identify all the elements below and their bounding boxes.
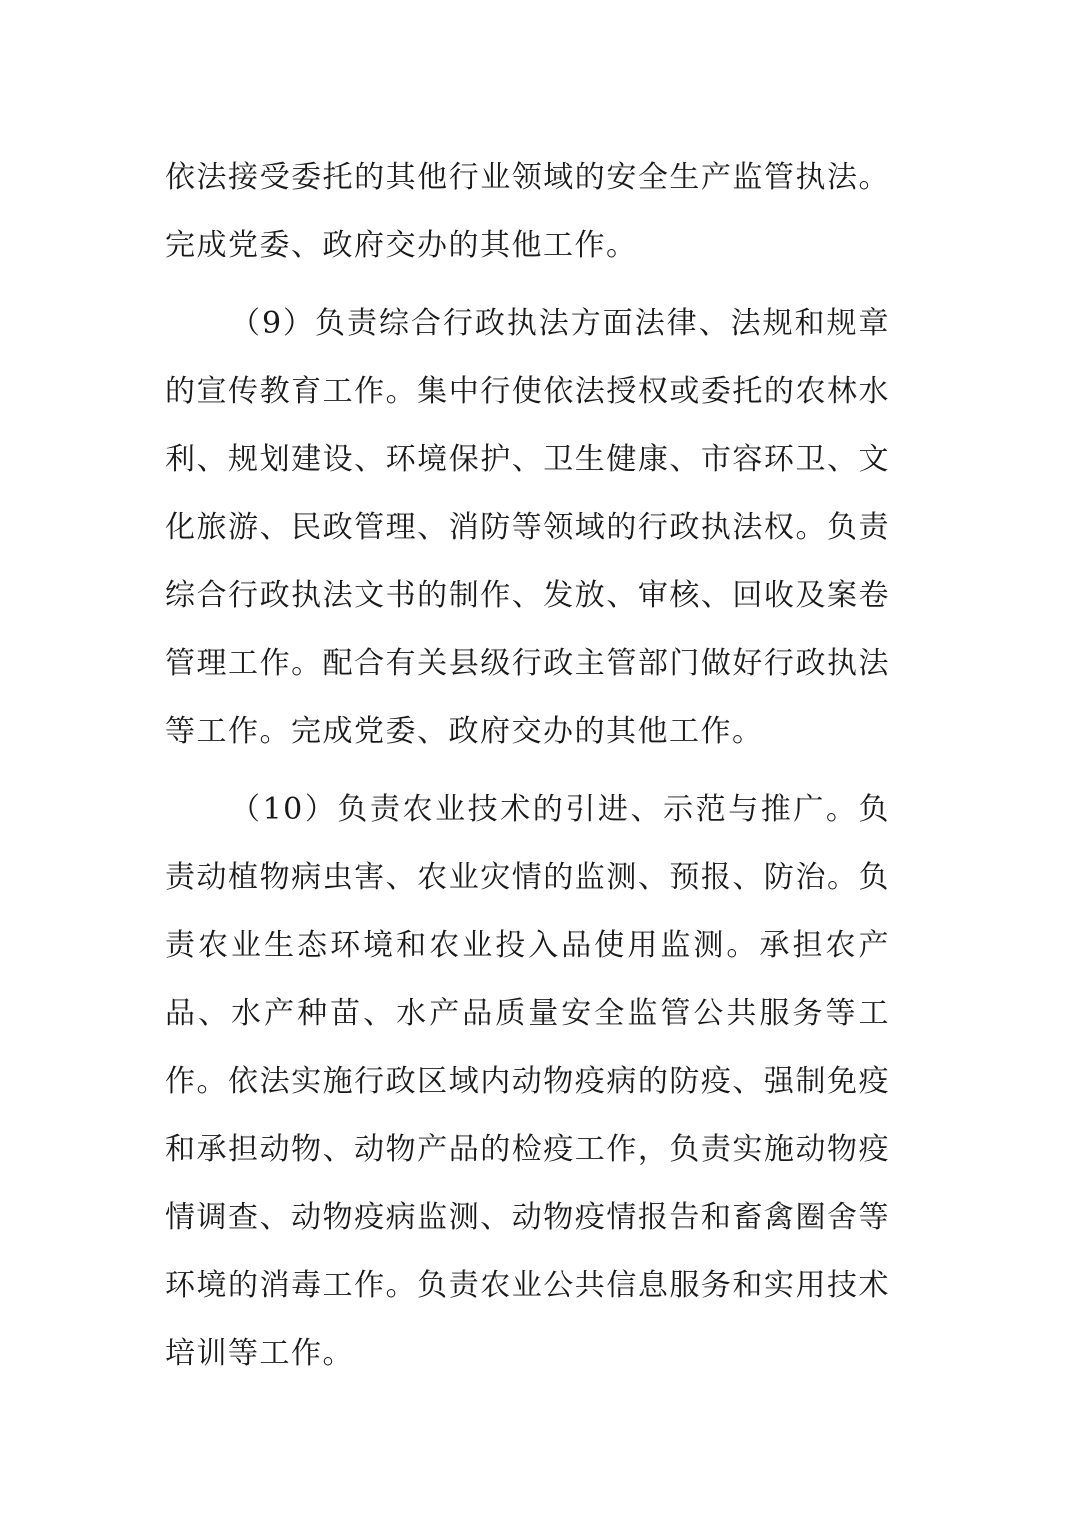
paragraph-item-10: （10）负责农业技术的引进、示范与推广。负责动植物病虫害、农业灾情的监测、预报、防治。负责农业生态环境和农业投入品使用监测。承担农产品、水产种苗、水产品质量安全监管公共服务等工作。依法实施行政区域内动物疫病的防疫、强制免疫和承担动物、动物产品的检疫工作，负责实施动物疫情调查、动物疫病监测、动物疫情报告和畜禽圈舍等环境的消毒工作。负责农业公共信息服务和实用技术培训等工作。 xyxy=(165,792,890,1371)
paragraph-continuation: 依法接受委托的其他行业领域的安全生产监管执法。完成党委、政府交办的其他工作。 xyxy=(165,160,890,263)
paragraph-item-9: （9）负责综合行政执法方面法律、法规和规章的宣传教育工作。集中行使依法授权或委托的农林水利、规划建设、环境保护、卫生健康、市容环卫、文化旅游、民政管理、消防等领域的行政执法权。负责综合行政执法文书的制作、发放、审核、回收及案卷管理工作。配合有关县级行政主管部门做好行政执法等工作。完成党委、政府交办的其他工作。 xyxy=(165,306,890,749)
document-body xyxy=(165,144,890,1388)
